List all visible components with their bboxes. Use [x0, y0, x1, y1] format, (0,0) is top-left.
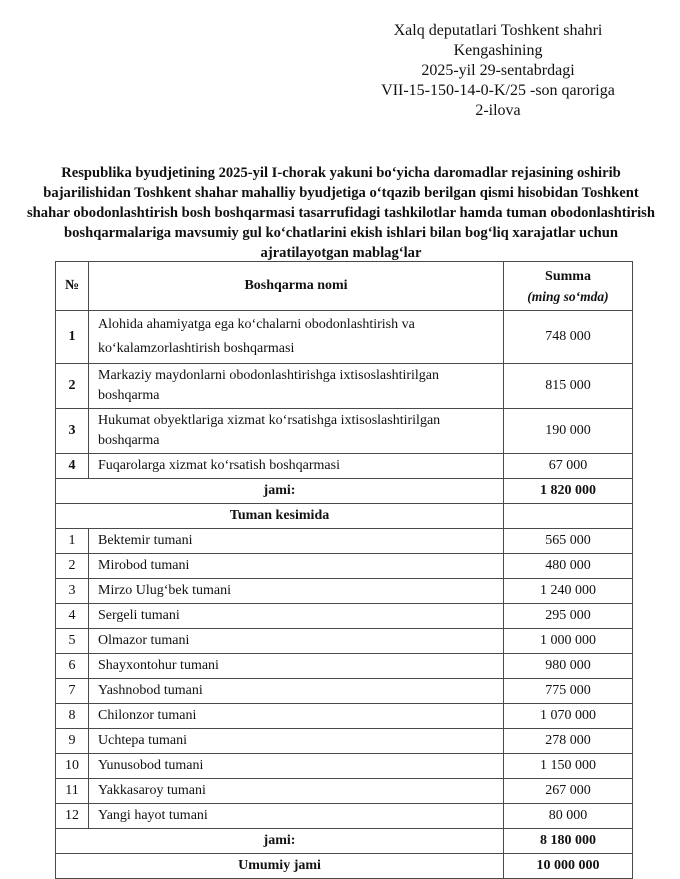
decree-ref-line: Kengashining [453, 42, 543, 59]
department-name: Fuqarolarga xizmat koʻrsatish boshqarmasi [89, 454, 504, 479]
row-number: 10 [56, 754, 89, 779]
grand-total-label: Umumiy jami [56, 854, 504, 879]
table-row [56, 409, 633, 454]
subtotal-row-departments [56, 479, 633, 504]
amount-value: 267 000 [504, 779, 633, 804]
amount-value: 775 000 [504, 679, 633, 704]
decree-ref-line: 2025-yil 29-sentabrdagi [421, 62, 575, 79]
amount-value: 190 000 [504, 409, 633, 454]
table-row [56, 529, 633, 554]
table-header-row [56, 262, 633, 311]
decree-ref-line: Xalq deputatlari Toshkent shahri [393, 22, 603, 39]
district-name: Sergeli tumani [89, 604, 504, 629]
row-number: 11 [56, 779, 89, 804]
table-row [56, 604, 633, 629]
department-name: Hukumat obyektlariga xizmat koʻrsatishga ixtisoslashtirilgan boshqarma [89, 409, 504, 454]
table-row [56, 704, 633, 729]
amount-value: 1 150 000 [504, 754, 633, 779]
table-row [56, 454, 633, 479]
district-name: Bektemir tumani [89, 529, 504, 554]
amount-value: 80 000 [504, 804, 633, 829]
district-name: Chilonzor tumani [89, 704, 504, 729]
decree-reference-block [338, 21, 658, 121]
amount-value: 480 000 [504, 554, 633, 579]
amount-value: 1 070 000 [504, 704, 633, 729]
decree-ref-line: VII-15-150-14-0-K/25 -son qaroriga [381, 82, 615, 99]
row-number: 8 [56, 704, 89, 729]
district-name: Mirobod tumani [89, 554, 504, 579]
sum-header-units: (ming soʻmda) [527, 288, 609, 304]
section-header-row [56, 504, 633, 529]
row-number: 1 [56, 311, 89, 364]
district-name: Uchtepa tumani [89, 729, 504, 754]
row-number: 1 [56, 529, 89, 554]
table-row [56, 779, 633, 804]
district-name: Olmazor tumani [89, 629, 504, 654]
table-row [56, 754, 633, 779]
amount-value: 278 000 [504, 729, 633, 754]
document-title: Respublika byudjetining 2025-yil I-chorak yakuni boʻyicha daromadlar rejasining oshirib bajarilishidan Toshkent shahar mahalliy byudjetiga oʻtqazib berilgan qismi hisobidan Toshkent shahar obodonlashtirish bosh boshqarmasi tasarrufidagi tashkilotlar hamda tuman obodonlashtirish boshqarmalariga mavsumiy gul koʻchatlarini ekish ishlari bilan bogʻliq xarajatlar uchun ajratilayotgan mablagʻlar [27, 165, 655, 261]
table-row [56, 729, 633, 754]
section-header-empty-cell [504, 504, 633, 529]
district-name: Yakkasaroy tumani [89, 779, 504, 804]
decree-ref-line: 2-ilova [475, 102, 521, 119]
table-row [56, 629, 633, 654]
table-row [56, 579, 633, 604]
row-number: 5 [56, 629, 89, 654]
allocations-table [55, 261, 633, 879]
row-number: 3 [56, 409, 89, 454]
grand-total-row [56, 854, 633, 879]
row-number: 9 [56, 729, 89, 754]
table-row [56, 679, 633, 704]
row-number: 7 [56, 679, 89, 704]
table-row [56, 311, 633, 364]
row-number: 3 [56, 579, 89, 604]
row-number: 4 [56, 604, 89, 629]
district-name: Mirzo Ulugʻbek tumani [89, 579, 504, 604]
row-number: 12 [56, 804, 89, 829]
amount-value: 1 000 000 [504, 629, 633, 654]
row-number: 2 [56, 364, 89, 409]
grand-total-amount: 10 000 000 [504, 854, 633, 879]
subtotal-label: jami: [56, 479, 504, 504]
amount-value: 980 000 [504, 654, 633, 679]
district-name: Yunusobod tumani [89, 754, 504, 779]
row-number: 4 [56, 454, 89, 479]
amount-value: 295 000 [504, 604, 633, 629]
district-name: Yashnobod tumani [89, 679, 504, 704]
section-header-label: Tuman kesimida [56, 504, 504, 529]
amount-value: 815 000 [504, 364, 633, 409]
sum-header-label: Summa [545, 268, 591, 284]
table-row [56, 364, 633, 409]
row-number: 6 [56, 654, 89, 679]
subtotal-label: jami: [56, 829, 504, 854]
table-row [56, 554, 633, 579]
table-row [56, 804, 633, 829]
amount-value: 748 000 [504, 311, 633, 364]
district-name: Yangi hayot tumani [89, 804, 504, 829]
table-row [56, 654, 633, 679]
department-name: Markaziy maydonlarni obodonlashtirishga ixtisoslashtirilgan boshqarma [89, 364, 504, 409]
column-header-number: № [56, 262, 89, 311]
column-header-name: Boshqarma nomi [89, 262, 504, 311]
column-header-sum [504, 262, 633, 311]
district-name: Shayxontohur tumani [89, 654, 504, 679]
department-name: Alohida ahamiyatga ega koʻchalarni obodonlashtirish va koʻkalamzorlashtirish boshqarmasi [89, 311, 504, 364]
subtotal-amount: 1 820 000 [504, 479, 633, 504]
row-number: 2 [56, 554, 89, 579]
amount-value: 67 000 [504, 454, 633, 479]
amount-value: 565 000 [504, 529, 633, 554]
amount-value: 1 240 000 [504, 579, 633, 604]
subtotal-row-districts [56, 829, 633, 854]
subtotal-amount: 8 180 000 [504, 829, 633, 854]
